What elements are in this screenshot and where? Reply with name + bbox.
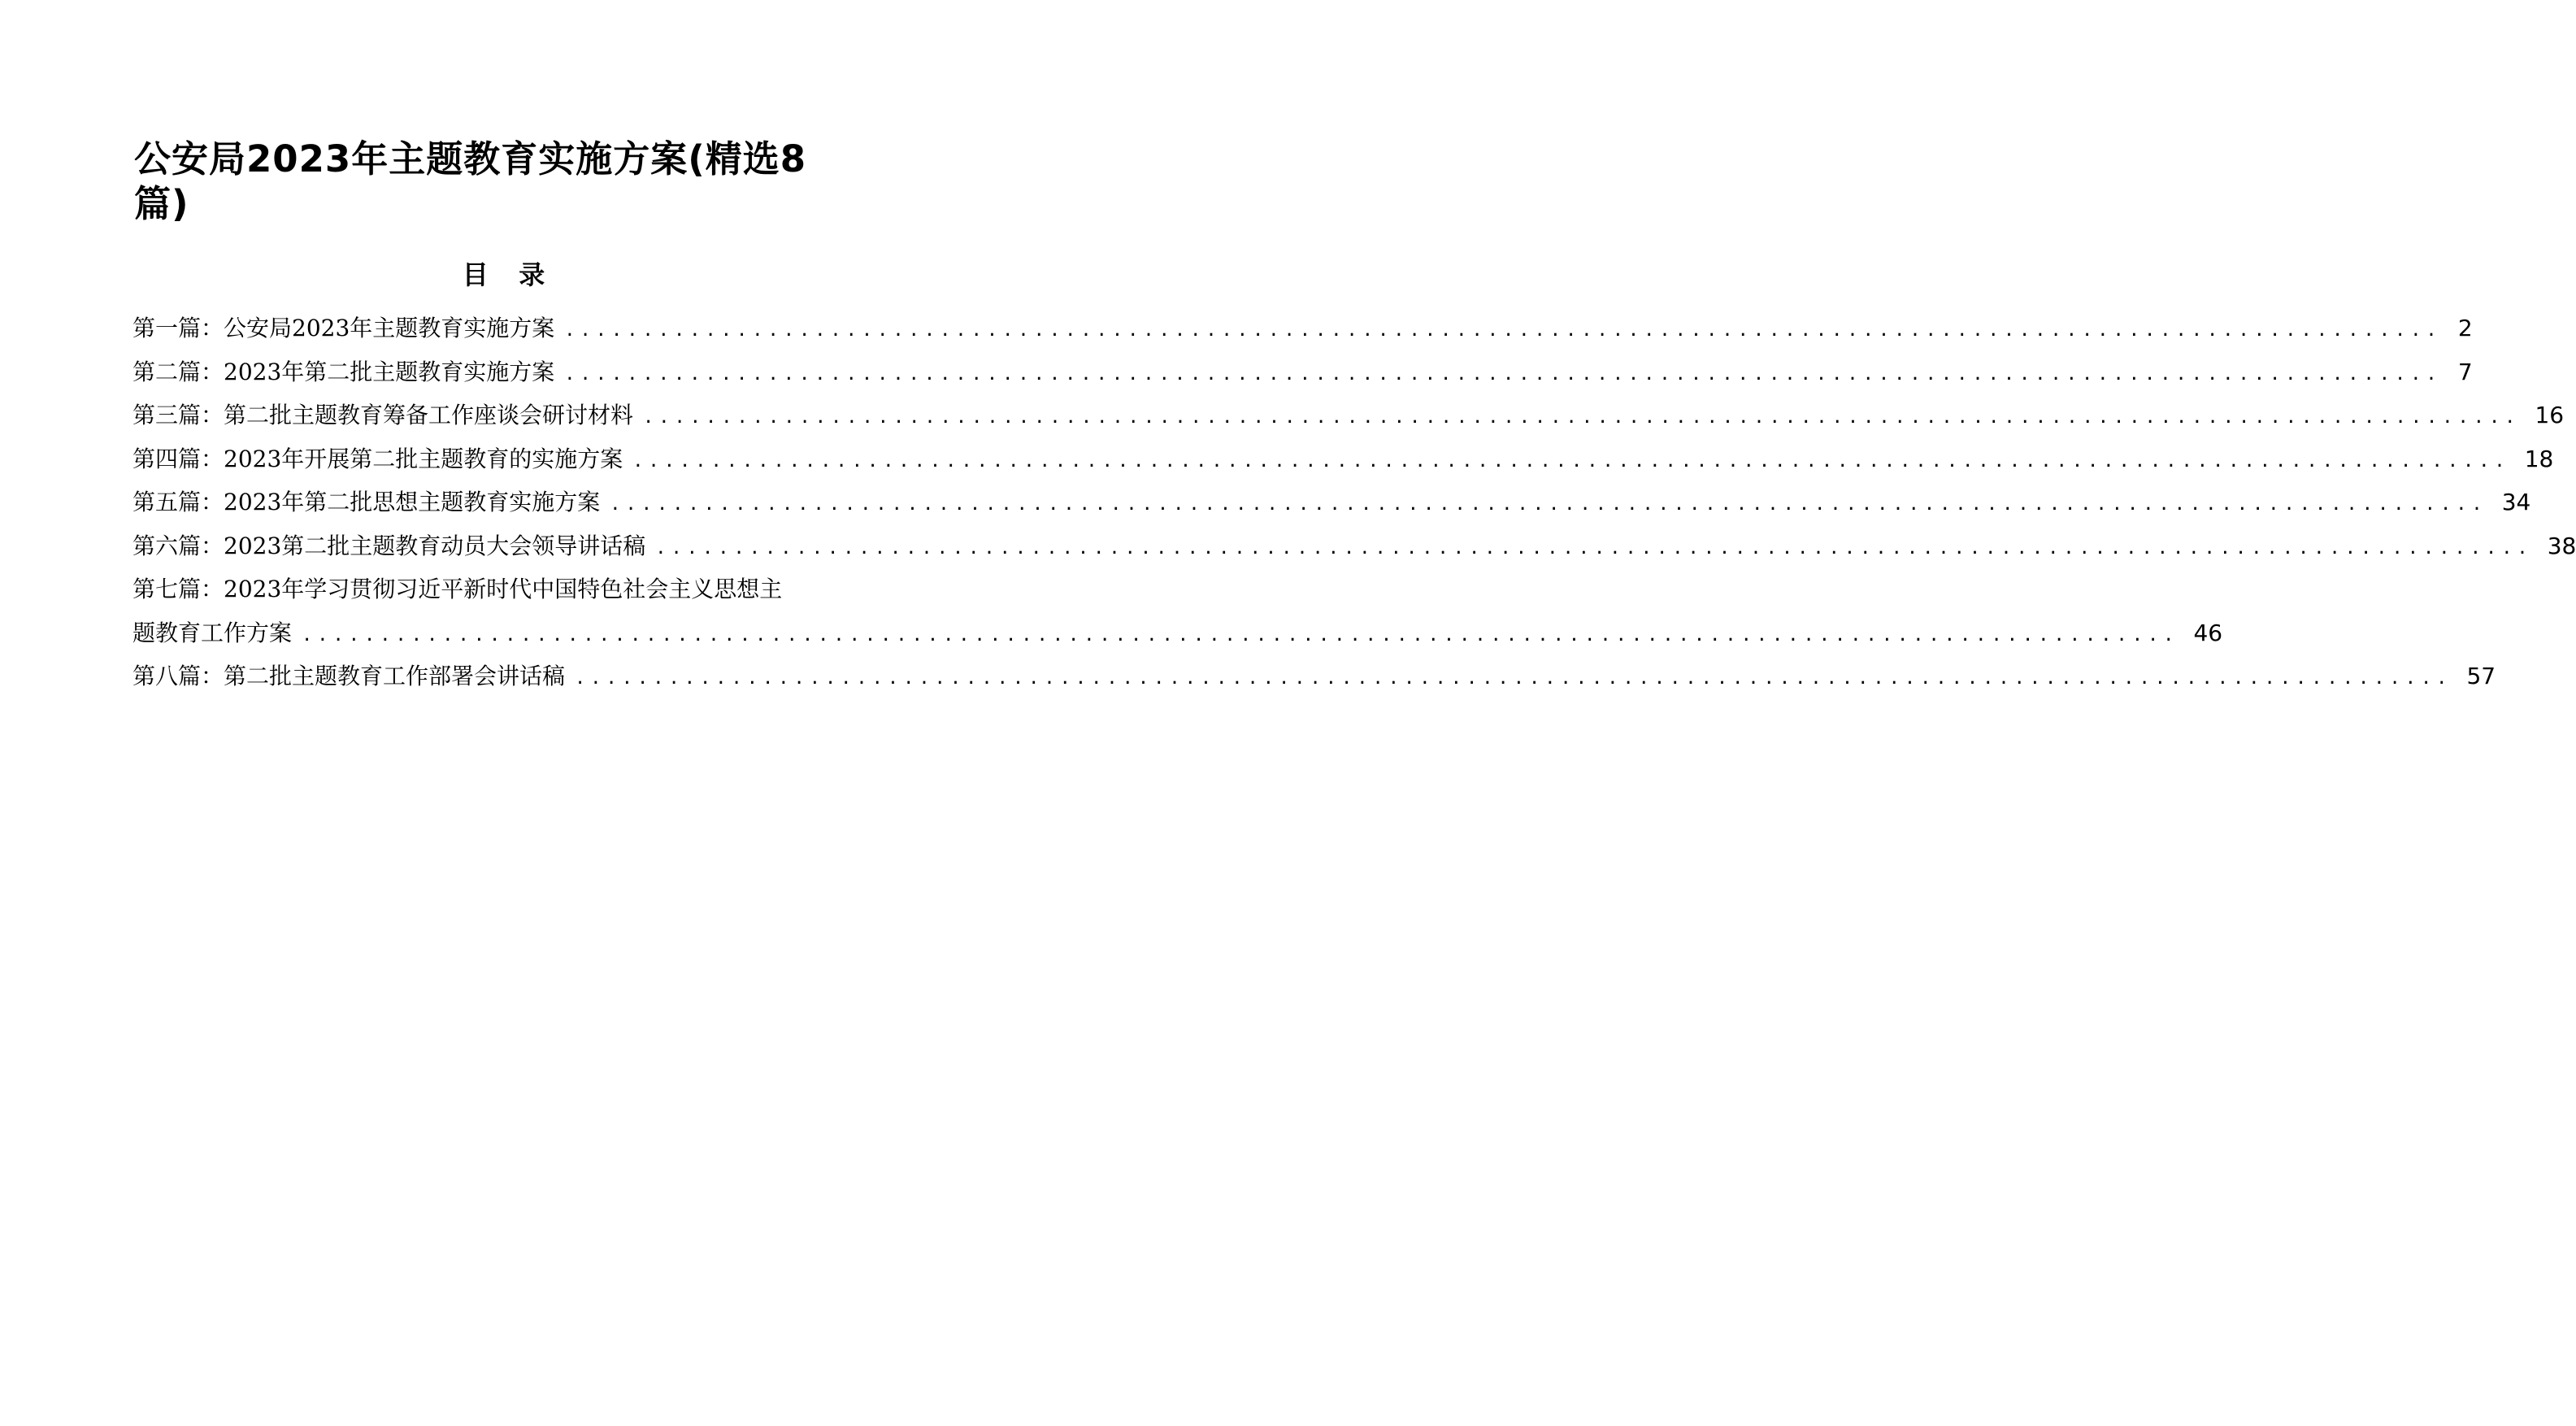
toc-entry-1[interactable] [132, 307, 2473, 350]
toc-page-number: 7 [2457, 358, 2473, 385]
toc-page-number: 46 [2193, 619, 2223, 646]
toc-entry-title: 第四篇：2023年开展第二批主题教育的实施方案 [132, 445, 623, 472]
toc-entry-5[interactable] [132, 480, 2531, 524]
toc-dot-leader: ........................................................................................................................ [610, 494, 2487, 515]
toc-entry-3[interactable] [132, 393, 2565, 437]
toc-heading: 目 录 [462, 259, 546, 290]
toc-page-number: 18 [2524, 445, 2554, 472]
toc-entry-2[interactable] [132, 350, 2473, 394]
toc-entry-title: 第八篇：第二批主题教育工作部署会讲话稿 [132, 663, 566, 689]
toc-page-number: 34 [2501, 489, 2531, 515]
document-title-line-2: 篇) [134, 182, 189, 225]
toc-dot-leader: ........................................................................................................................ [575, 668, 2452, 689]
toc-entry-title: 第五篇：2023年第二批思想主题教育实施方案 [132, 489, 601, 515]
toc-dot-leader: ........................................................................................................................ [632, 450, 2510, 472]
toc-dot-leader: ........................................................................................................................ [302, 624, 2179, 646]
toc-entry-title: 第二篇：2023年第二批主题教育实施方案 [132, 358, 555, 385]
toc-entry-title: 第三篇：第二批主题教育筹备工作座谈会研讨材料 [132, 402, 634, 428]
toc-dot-leader: ........................................................................................................................ [564, 320, 2442, 341]
toc-entry-4[interactable] [132, 437, 2554, 481]
toc-dot-leader: ........................................................................................................................ [655, 537, 2533, 559]
toc-entry-6[interactable] [132, 524, 2576, 568]
toc-entry-title: 第六篇：2023第二批主题教育动员大会领导讲话稿 [132, 532, 646, 559]
toc-entry-8[interactable] [132, 654, 2496, 698]
document-title [134, 137, 866, 226]
toc-page-number: 2 [2457, 315, 2473, 341]
toc-dot-leader: ........................................................................................................................ [564, 363, 2442, 385]
toc-page-number: 38 [2547, 532, 2576, 559]
toc-entry-7[interactable] [132, 567, 2223, 654]
table-of-contents [132, 307, 2576, 698]
toc-dot-leader: ........................................................................................................................ [643, 407, 2521, 428]
toc-entry-title: 第一篇：公安局2023年主题教育实施方案 [132, 315, 555, 341]
toc-page-number: 57 [2466, 663, 2496, 689]
document-title-line-1: 公安局2023年主题教育实施方案(精选8 [134, 137, 807, 180]
toc-entry-title-line-1: 第七篇：2023年学习贯彻习近平新时代中国特色社会主义思想主 [132, 576, 783, 602]
toc-page-number: 16 [2535, 402, 2565, 428]
toc-entry-title-line-2: 题教育工作方案 [132, 619, 293, 646]
